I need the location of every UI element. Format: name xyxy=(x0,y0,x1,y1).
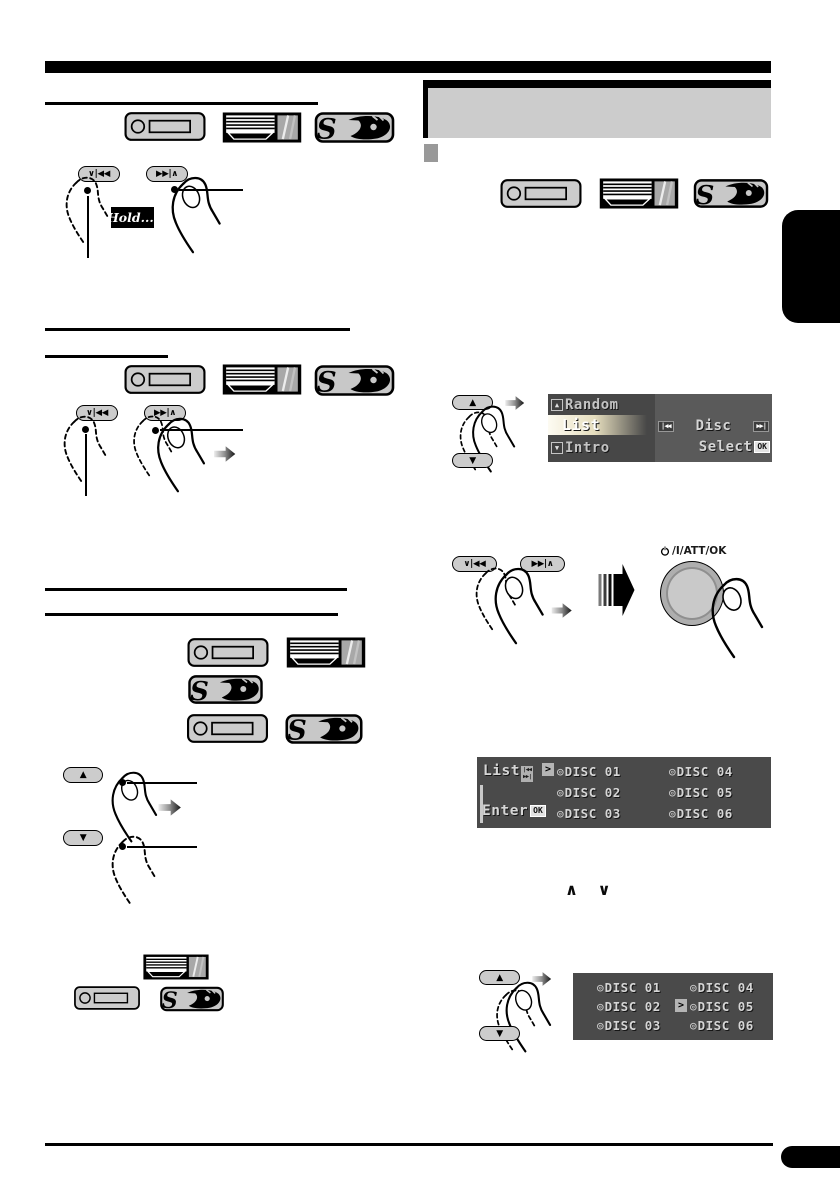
finger-icon xyxy=(702,576,764,660)
gradient-arrow-icon xyxy=(208,445,242,463)
sd-logo-icon xyxy=(285,714,363,744)
callout-line xyxy=(87,196,89,258)
list-item xyxy=(583,978,676,997)
disc-item-label: DISC 02 xyxy=(604,999,661,1014)
seek-down-label: ∨|◀◀ xyxy=(88,169,110,179)
heading-rule xyxy=(45,328,350,331)
cd-source-icon xyxy=(74,986,140,1010)
seek-down-label: ∨|◀◀ xyxy=(86,408,108,418)
disc-icon: ◎ xyxy=(557,765,564,778)
seek-bottom: ▶▶| xyxy=(523,773,532,780)
disc-icon: ◎ xyxy=(557,807,564,820)
disc-item-label: DISC 03 xyxy=(564,806,621,821)
top-section-bar xyxy=(45,61,771,73)
down-button-label: ▼ xyxy=(469,455,476,466)
disc-item-label: DISC 05 xyxy=(676,785,733,800)
step-bullet xyxy=(424,144,438,162)
disc-grid xyxy=(583,978,769,1035)
power-icon xyxy=(660,546,670,556)
finger-icon xyxy=(497,980,552,1054)
prev-icon: |◀◀ xyxy=(658,421,674,432)
enter-label: Enter xyxy=(482,803,529,819)
lcd-disc-list-display-2 xyxy=(573,973,773,1040)
seek-up-label: ▶▶|∧ xyxy=(154,408,176,418)
updown-hint: ∧ ∨ xyxy=(565,880,618,899)
disc-item-label: DISC 05 xyxy=(697,999,754,1014)
up-button-label: ▲ xyxy=(79,770,87,780)
list-item xyxy=(543,803,655,824)
cd-source-icon xyxy=(499,179,583,208)
press-point xyxy=(119,779,126,786)
section-header-box xyxy=(423,80,771,138)
lcd-menu-display xyxy=(548,394,772,462)
menu-item-random: Random xyxy=(565,397,619,413)
disc-icon: ◎ xyxy=(597,1000,604,1013)
power-button-label xyxy=(660,545,726,557)
gradient-arrow-icon xyxy=(546,602,578,619)
up-button-label: ▲ xyxy=(469,397,476,408)
press-point xyxy=(119,843,126,850)
disc-changer-icon xyxy=(598,178,680,209)
callout-line xyxy=(179,189,243,191)
finger-dashed-icon xyxy=(56,414,108,486)
page-number-badge xyxy=(781,1146,840,1168)
disc-icon: ◎ xyxy=(669,807,676,820)
sd-logo-icon xyxy=(692,179,770,208)
press-point xyxy=(171,186,178,193)
sd-logo-icon xyxy=(314,365,395,396)
subheading-rule xyxy=(45,355,168,358)
cursor-icon: > xyxy=(542,763,554,776)
press-point xyxy=(152,427,159,434)
next-icon: ▶▶| xyxy=(753,421,769,432)
select-label: Select xyxy=(698,439,753,455)
lcd-menu-right-panel xyxy=(655,394,772,462)
list-item xyxy=(543,761,655,782)
sd-logo-icon xyxy=(187,675,264,704)
menu-item-list: List xyxy=(562,416,601,434)
gradient-arrow-icon xyxy=(152,798,188,817)
disc-item-label: DISC 01 xyxy=(564,764,621,779)
seek-top: |◀◀ xyxy=(523,767,532,773)
callout-line xyxy=(127,846,197,848)
disc-icon: ◎ xyxy=(669,786,676,799)
heading-rule xyxy=(45,102,318,105)
disc-changer-icon xyxy=(143,954,209,980)
list-item xyxy=(655,803,769,824)
heading-rule xyxy=(45,588,347,591)
down-button-label: ▼ xyxy=(496,1028,503,1039)
footer-rule xyxy=(45,1143,773,1146)
down-button-label: ▼ xyxy=(79,833,87,843)
menu-row-intro xyxy=(551,440,610,456)
sd-logo-icon xyxy=(160,986,224,1012)
disc-changer-icon xyxy=(285,637,367,668)
list-item xyxy=(655,761,769,782)
down-button xyxy=(479,1026,520,1041)
finger-dashed-icon xyxy=(58,175,110,247)
down-button xyxy=(63,830,103,846)
hold-label: Hold.... xyxy=(111,207,154,228)
disc-item-label: DISC 06 xyxy=(697,1018,754,1033)
callout-line xyxy=(85,434,87,496)
seek-up-label: ▶▶|∧ xyxy=(531,559,554,569)
disc-icon: ◎ xyxy=(597,1019,604,1032)
lcd-disc-list-display xyxy=(477,757,771,828)
disc-item-label: DISC 02 xyxy=(564,785,621,800)
then-arrow-icon xyxy=(598,564,635,616)
up-button-label: ▲ xyxy=(496,972,503,983)
down-marker-icon: ▼ xyxy=(551,442,563,454)
list-item xyxy=(655,782,769,803)
ok-badge: OK xyxy=(530,805,546,817)
callout-line xyxy=(160,429,243,431)
seek-stack-icon xyxy=(521,766,533,782)
disc-item-label: DISC 01 xyxy=(604,980,661,995)
press-point xyxy=(84,187,91,194)
disc-select-row xyxy=(655,418,772,434)
list-label: List xyxy=(483,763,520,779)
list-item xyxy=(543,782,655,803)
finger-icon xyxy=(486,566,544,646)
up-button xyxy=(63,767,103,783)
disc-icon: ◎ xyxy=(669,765,676,778)
cd-source-icon xyxy=(186,638,270,667)
disc-item-label: DISC 04 xyxy=(697,980,754,995)
disc-item-label: DISC 04 xyxy=(676,764,733,779)
seek-up-label: ▶▶|∧ xyxy=(156,169,178,179)
select-row xyxy=(699,439,770,455)
seek-down-label: ∨|◀◀ xyxy=(463,559,486,569)
list-item xyxy=(676,997,769,1016)
power-label-text: /I/ATT/OK xyxy=(672,545,727,557)
cd-source-icon xyxy=(123,112,207,141)
disc-item-label: DISC 06 xyxy=(676,806,733,821)
disc-icon: ◎ xyxy=(597,981,604,994)
disc-changer-icon xyxy=(221,112,303,143)
disc-icon: ◎ xyxy=(557,786,564,799)
list-item xyxy=(676,1016,769,1035)
cd-source-icon xyxy=(123,365,207,394)
disc-label: Disc xyxy=(695,418,732,434)
list-item xyxy=(583,1016,676,1035)
disc-changer-icon xyxy=(221,364,303,395)
menu-row-random xyxy=(551,397,619,413)
up-marker-icon: ▲ xyxy=(551,399,563,411)
cd-source-icon xyxy=(186,714,269,743)
disc-grid xyxy=(543,761,769,824)
page-edge-tab xyxy=(782,210,840,323)
disc-icon: ◎ xyxy=(690,981,697,994)
disc-icon: ◎ xyxy=(690,1000,697,1013)
sd-logo-icon xyxy=(314,112,395,143)
ok-badge: OK xyxy=(754,441,770,453)
list-item xyxy=(676,978,769,997)
press-point xyxy=(82,426,89,433)
menu-highlight-band xyxy=(548,415,652,435)
disc-item-label: DISC 03 xyxy=(604,1018,661,1033)
cursor-icon: > xyxy=(675,999,687,1012)
callout-line xyxy=(127,782,197,784)
down-button xyxy=(452,453,493,468)
menu-item-intro: Intro xyxy=(565,440,610,456)
subheading-rule xyxy=(45,613,338,616)
list-item xyxy=(583,997,676,1016)
enter-row xyxy=(482,803,546,819)
disc-icon: ◎ xyxy=(690,1019,697,1032)
